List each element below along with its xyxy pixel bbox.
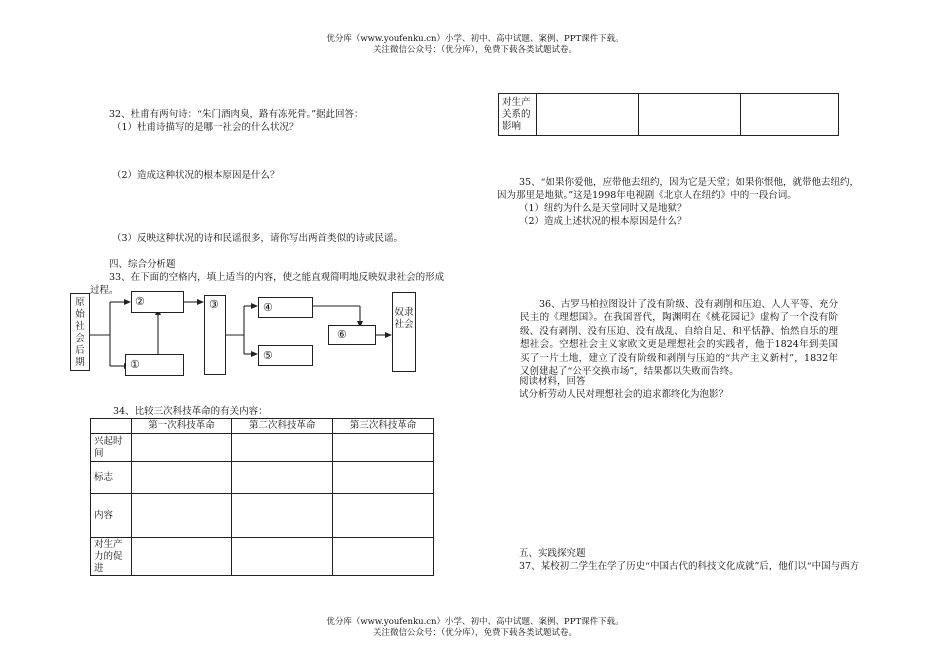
- table-cell[interactable]: [333, 434, 434, 462]
- q36-question: 试分析劳动人民对理想社会的追求都终化为泡影？: [519, 389, 729, 400]
- q35-line1: 35、“如果你爱他，应带他去纽约，因为它是天堂；如果你恨他，就带他去纽约，: [519, 177, 859, 188]
- page-header-line2: 关注微信公众号：（优分库），免费下载各类试题试卷。: [372, 45, 577, 55]
- flow-box-4[interactable]: [258, 297, 313, 318]
- flow-box-5-label: ⑤: [263, 349, 273, 362]
- table-header-cell: 第二次科技革命: [232, 419, 333, 434]
- q32-sub3: （3）反映这种状况的诗和民谣很多，请你写出两首类似的诗或民谣。: [112, 233, 404, 244]
- flow-box-5[interactable]: [258, 345, 313, 366]
- table-row: [91, 538, 434, 576]
- q32-sub2: （2）造成这种状况的根本原因是什么？: [112, 170, 280, 181]
- flow-box-1[interactable]: [125, 354, 184, 376]
- table-row: [91, 462, 434, 494]
- flow-box-primitive-society-label: 原始社会后期: [75, 297, 85, 368]
- table-cell[interactable]: [741, 94, 839, 136]
- table-cell[interactable]: [131, 434, 232, 462]
- table-cell[interactable]: [639, 94, 741, 136]
- table-header-cell: 第三次科技革命: [333, 419, 434, 434]
- table-row-label: 对生产关系的影响: [499, 94, 537, 136]
- q34-table: [90, 418, 434, 576]
- table-cell[interactable]: [232, 494, 333, 538]
- table-header-row: [91, 419, 434, 434]
- q33-stem-line2: 过程。: [90, 285, 119, 296]
- table-row: [91, 434, 434, 462]
- q36-paragraph: 36、古罗马柏拉图设计了没有阶级、没有剥削和压迫、人人平等、充分民主的《理想国》。在我国晋代，陶渊明在《桃花园记》虚构了一个没有阶级、没有剥削、没有压迫、没有战乱、自给自足、和平恬静、怡然自乐的理想社会。空想社会主义家欧文更是理想社会的实践者，他于1824年到美国买了一片土地，建立了没有阶级和剥削与压迫的“共产主义新村”，1832年又创建起了“公平交换市场”，结果都以失败而告终。: [520, 299, 838, 378]
- flow-box-2[interactable]: [131, 291, 184, 313]
- flow-box-slave-society: [392, 292, 416, 372]
- page-footer-line1: 优分库（www.youfenku.cn）小学、初中、高中试题、案例、PPT课件下载。: [326, 617, 624, 627]
- flow-box-3-label: ③: [209, 298, 219, 311]
- table-cell[interactable]: [333, 538, 434, 576]
- flow-box-1-label: ①: [130, 358, 140, 371]
- table-cell[interactable]: [232, 434, 333, 462]
- q35-sub2: （2）造成上述状况的根本原因是什么？: [519, 216, 687, 227]
- page-footer-line2: 关注微信公众号：（优分库），免费下载各类试题试卷。: [372, 628, 577, 638]
- q32-stem: 32、杜甫有两句诗：“朱门酒肉臭，路有冻死骨。”据此回答：: [109, 109, 364, 120]
- flow-box-2-label: ②: [135, 295, 145, 308]
- flow-box-3[interactable]: [204, 295, 226, 375]
- table-row-label: 标志: [91, 462, 132, 494]
- q35-sub1: （1）纽约为什么是天堂同时又是地狱？: [519, 203, 687, 214]
- top-right-table: [498, 93, 839, 136]
- table-cell[interactable]: [131, 494, 232, 538]
- table-row-label: 兴起时间: [91, 434, 132, 462]
- table-cell[interactable]: [131, 462, 232, 494]
- table-row-label: 对生产力的促进: [91, 538, 132, 576]
- q34-stem: 34、比较三次科技革命的有关内容：: [113, 406, 268, 417]
- flow-box-6[interactable]: [328, 325, 376, 345]
- table-cell[interactable]: [333, 462, 434, 494]
- q35-line2: 因为那里是地狱。”这是1998年电视剧《北京人在纽约》中的一段台词。: [497, 190, 797, 201]
- table-cell[interactable]: [131, 538, 232, 576]
- flow-box-4-label: ④: [263, 301, 273, 314]
- table-header-cell: 第一次科技革命: [131, 419, 232, 434]
- table-row: [499, 94, 839, 136]
- section-4-heading: 四、综合分析题: [109, 259, 176, 270]
- table-row-label: 内容: [91, 494, 132, 538]
- table-cell[interactable]: [232, 538, 333, 576]
- table-header-cell: [91, 419, 132, 434]
- table-cell[interactable]: [536, 94, 638, 136]
- page-header-line1: 优分库（www.youfenku.cn）小学、初中、高中试题、案例、PPT课件下载。: [326, 34, 624, 44]
- flow-box-6-label: ⑥: [337, 328, 347, 341]
- flow-box-slave-society-label: 奴隶社会: [394, 307, 414, 330]
- table-cell[interactable]: [333, 494, 434, 538]
- q36-instruction: 阅读材料，回答: [519, 376, 586, 387]
- q32-sub1: （1）杜甫诗描写的是哪一社会的什么状况？: [112, 122, 299, 133]
- q37-line1: 37、某校初二学生在学了历史“中国古代的科技文化成就”后，他们以“中国与西方: [519, 561, 860, 572]
- table-row: [91, 494, 434, 538]
- section-5-heading: 五、实践探究题: [519, 548, 586, 559]
- flow-box-primitive-society: [70, 293, 90, 371]
- q33-stem-line1: 33、在下面的空格内，填上适当的内容，使之能直观简明地反映奴隶社会的形成: [109, 272, 445, 283]
- table-cell[interactable]: [232, 462, 333, 494]
